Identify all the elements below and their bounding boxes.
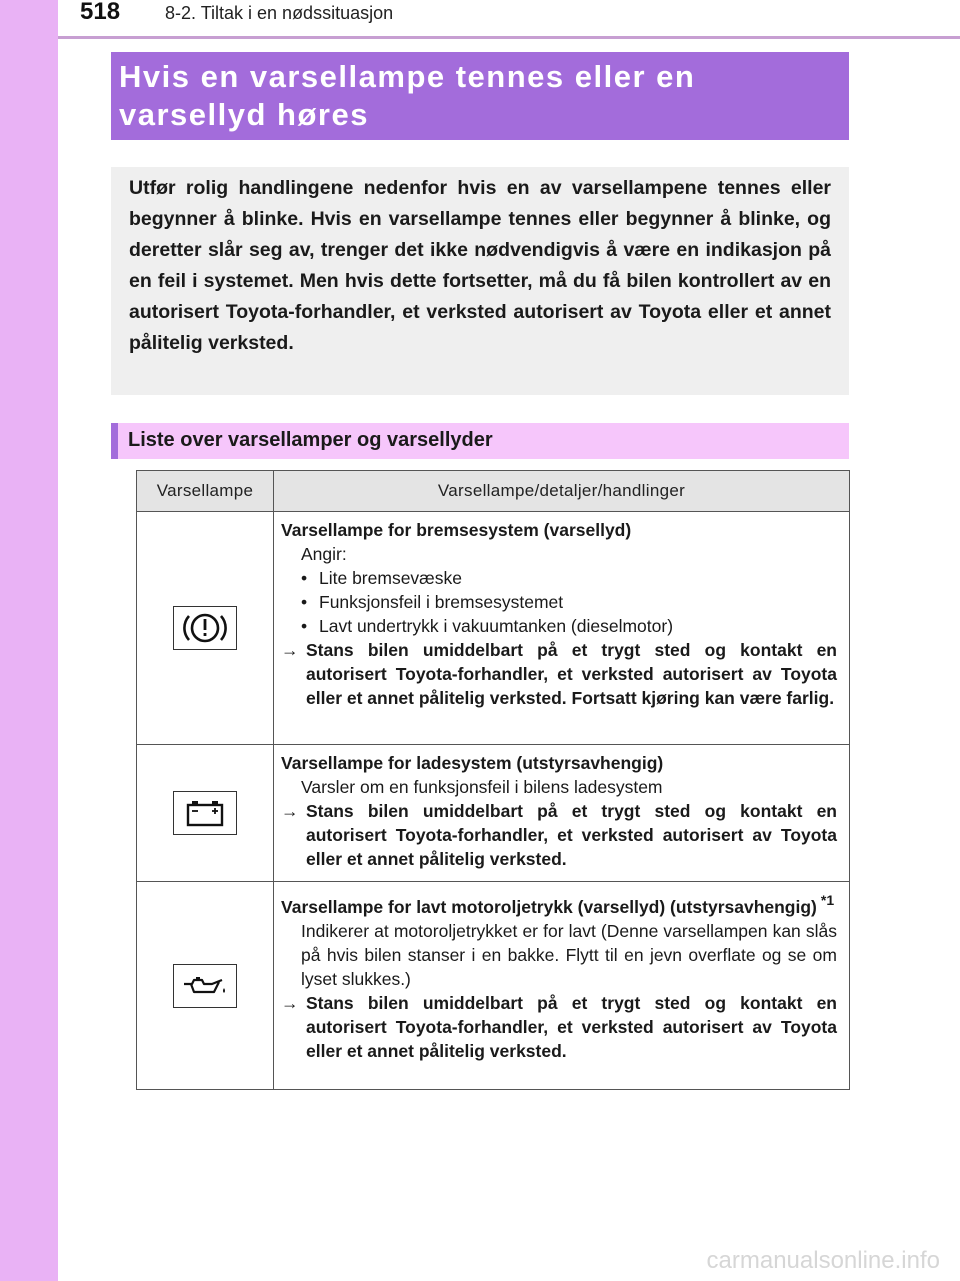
subsection-header: Liste over varsellamper og varsellyder <box>111 423 849 459</box>
chapter-title: 8-2. Tiltak i en nødssituasjon <box>165 3 394 23</box>
warning-light-table <box>136 470 850 1090</box>
bullet-text: Lavt undertrykk i vakuumtanken (dieselmotor) <box>319 616 674 636</box>
action-text: Stans bilen umiddelbart på et trygt sted og kontakt en autorisert Toyota-forhandler, et verksted autorisert av Toyota eller et annet pålitelig verksted. <box>306 801 837 869</box>
warning-description: Varsler om en funksjonsfeil i bilens ladesystem <box>301 777 663 797</box>
page-number: 518 <box>80 0 121 25</box>
bullet-dot: • <box>301 616 308 636</box>
arrow-right-icon: → <box>281 801 299 821</box>
warning-action <box>281 638 837 710</box>
warning-title-text: Varsellampe for lavt motoroljetrykk (varsellyd) (utstyrsavhengig) <box>281 897 817 917</box>
section-title-line2: varsellyd høres <box>119 97 369 132</box>
table-header-row <box>137 471 850 512</box>
arrow-right-icon: → <box>281 993 299 1013</box>
arrow-right-icon: → <box>281 640 299 660</box>
footnote-marker: *1 <box>820 892 835 908</box>
battery-charging-icon <box>173 791 237 835</box>
warning-title <box>281 888 837 919</box>
bullet-dot: • <box>301 592 308 612</box>
section-title-banner <box>111 52 849 140</box>
table-row <box>137 512 850 745</box>
warning-description: Angir: <box>301 544 347 564</box>
brake-warning-icon-graphic <box>174 607 236 649</box>
oil-pressure-icon <box>173 964 237 1008</box>
warning-title: Varsellampe for bremsesystem (varsellyd) <box>281 520 632 540</box>
header-rule <box>58 36 960 39</box>
bullet-item <box>281 614 837 638</box>
table-row <box>137 882 850 1090</box>
battery-charging-icon-graphic <box>174 792 236 834</box>
bullet-item <box>281 566 837 590</box>
bullet-text: Lite bremsevæske <box>319 568 462 588</box>
icon-cell <box>137 512 274 745</box>
warning-action <box>281 991 837 1063</box>
bullet-dot: • <box>301 568 308 588</box>
detail-cell <box>274 512 850 745</box>
warning-description: Indikerer at motoroljetrykket er for lavt (Denne varsellampen kan slås på hvis bilen stanser i en bakke. Flytt til en jevn overflate og se om lyset slukkes.) <box>301 921 837 989</box>
detail-cell <box>274 882 850 1090</box>
detail-cell <box>274 745 850 882</box>
section-title-line1: Hvis en varsellampe tennes eller en <box>119 59 696 94</box>
action-text: Stans bilen umiddelbart på et trygt sted og kontakt en autorisert Toyota-forhandler, et verksted autorisert av Toyota eller et annet pålitelig verksted. <box>306 993 837 1061</box>
side-strip <box>0 0 58 1281</box>
column-header-warning-light: Varsellampe <box>137 471 274 512</box>
bullet-text: Funksjonsfeil i bremsesystemet <box>319 592 564 612</box>
icon-cell <box>137 882 274 1090</box>
table-row <box>137 745 850 882</box>
warning-title: Varsellampe for ladesystem (utstyrsavhengig) <box>281 753 664 773</box>
brake-warning-icon <box>173 606 237 650</box>
intro-box <box>111 167 849 395</box>
warning-action <box>281 799 837 871</box>
bullet-item <box>281 590 837 614</box>
oil-pressure-icon-graphic <box>174 965 236 1007</box>
intro-text: Utfør rolig handlingene nedenfor hvis en av varsellampene tennes eller begynner å blinke. Hvis en varsellampe tennes eller begynner å blinke, og deretter slår seg av, trenger det ikke nødvendigvis å være en indikasjon på en feil i systemet. Men hvis dette fortsetter, må du få bilen kontrollert av en autorisert Toyota-forhandler, et verksted autorisert av Toyota eller et annet pålitelig verksted. <box>129 177 831 354</box>
column-header-details: Varsellampe/detaljer/handlinger <box>274 471 850 512</box>
watermark: carmanualsonline.info <box>706 1247 940 1274</box>
action-text: Stans bilen umiddelbart på et trygt sted og kontakt en autorisert Toyota-forhandler, et verksted autorisert av Toyota eller et annet pålitelig verksted. Fortsatt kjøring kan være farlig. <box>306 640 837 708</box>
icon-cell <box>137 745 274 882</box>
